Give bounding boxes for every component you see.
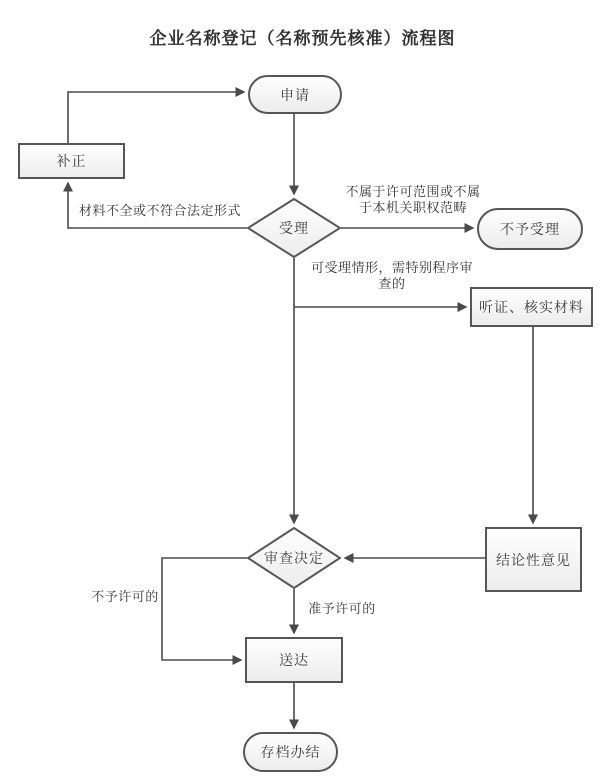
edge-label-special-line1: 可受理情形，需特别程序审	[310, 260, 473, 275]
node-archive-label: 存档办结	[260, 744, 321, 760]
node-archive	[243, 732, 338, 772]
edge-label-special-line2: 查的	[378, 276, 406, 291]
edge-label-out-of-scope-line2: 于本机关职权范畴	[358, 200, 467, 215]
node-hearing-label: 听证、核实材料	[479, 299, 584, 315]
edge-label-deny: 不予许可的	[91, 589, 159, 604]
flowchart-title: 企业名称登记（名称预先核准）流程图	[149, 29, 456, 48]
node-conclusion-label: 结论性意见	[496, 551, 571, 568]
node-conclusion	[485, 527, 582, 592]
node-acceptance-label: 受理	[279, 220, 309, 236]
node-correction-label: 补正	[56, 153, 87, 169]
node-review-label: 审查决定	[264, 550, 324, 566]
node-apply-label: 申请	[280, 86, 310, 103]
edge-label-out-of-scope	[338, 184, 488, 216]
node-reject	[477, 208, 583, 250]
edge-correction-to-apply	[68, 92, 244, 143]
node-hearing	[470, 287, 593, 327]
node-acceptance	[247, 198, 341, 258]
node-reject-label: 不予受理	[500, 221, 560, 237]
edge-label-special	[308, 260, 476, 292]
edge-label-out-of-scope-line1: 不属于许可范围或不属	[345, 184, 481, 199]
node-correction	[18, 143, 125, 179]
edge-label-grant: 准予许可的	[308, 601, 376, 616]
node-apply	[248, 75, 342, 114]
node-delivery	[245, 637, 343, 683]
edge-review-to-delivery-deny	[162, 558, 247, 660]
node-review	[247, 527, 341, 589]
node-delivery-label: 送达	[279, 652, 309, 668]
edge-label-incomplete: 材料不全或不符合法定形式	[78, 203, 241, 218]
